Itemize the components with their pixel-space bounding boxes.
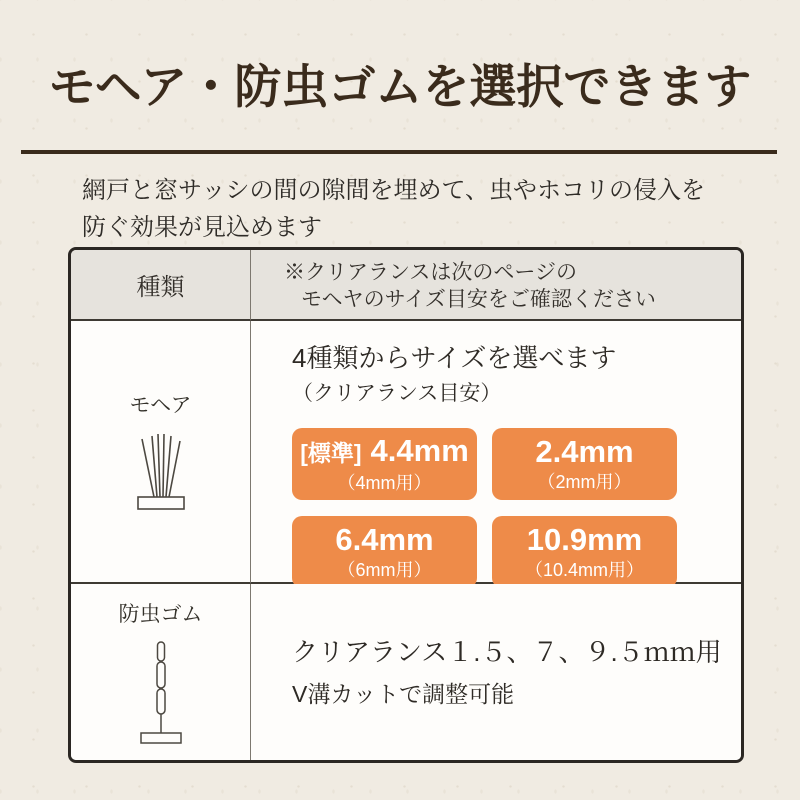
clearance-note-line-2: モヘヤのサイズ目安をご確認ください: [301, 288, 656, 311]
mohair-heading: 4種類からサイズを選べます: [292, 343, 617, 373]
table-header-type: 種類: [71, 250, 251, 321]
rubber-label: 防虫ゴム: [118, 603, 203, 626]
product-type-table: [68, 247, 744, 763]
rubber-strip-icon: [135, 640, 187, 746]
clearance-note-line-1: ※クリアランスは次のページの: [284, 261, 577, 284]
size-usage: （6mm用）: [337, 559, 432, 580]
intro-line-1: 網戸と窓サッシの間の隙間を埋めて、虫やホコリの侵入を: [82, 177, 706, 204]
mohair-brush-icon: [135, 431, 187, 515]
title-divider: [21, 150, 777, 154]
standard-badge: [標準]: [300, 439, 362, 466]
size-value: 6.4mm: [335, 521, 434, 557]
size-usage: （2mm用）: [537, 471, 632, 492]
rubber-kind-cell: [71, 584, 251, 760]
size-usage: （10.4mm用）: [524, 559, 645, 580]
mohair-detail-cell: [251, 321, 741, 584]
rubber-adjust-text: V溝カットで調整可能: [292, 680, 515, 707]
mohair-subheading: （クリアランス目安）: [292, 382, 502, 405]
mohair-size-options: [292, 428, 741, 588]
size-value: 4.4mm: [370, 432, 469, 468]
size-value: 2.4mm: [535, 433, 634, 469]
page-title: モヘア・防虫ゴムを選択できます: [48, 60, 752, 113]
mohair-kind-cell: [71, 321, 251, 584]
size-option-4-4mm: [292, 428, 477, 500]
intro-text: [82, 172, 705, 246]
size-value: 10.9mm: [526, 521, 643, 557]
size-usage: （4mm用）: [337, 472, 432, 493]
rubber-clearance-text: クリアランス１.５、７、９.５ｍｍ用: [292, 636, 722, 667]
mohair-label: モヘア: [129, 393, 192, 417]
size-option-10-9mm: [492, 516, 677, 588]
rubber-detail-cell: [251, 584, 741, 760]
size-option-2-4mm: [492, 428, 677, 500]
intro-line-2: 防ぐ効果が見込めます: [82, 214, 322, 241]
table-header-note: [251, 250, 741, 321]
size-option-6-4mm: [292, 516, 477, 588]
